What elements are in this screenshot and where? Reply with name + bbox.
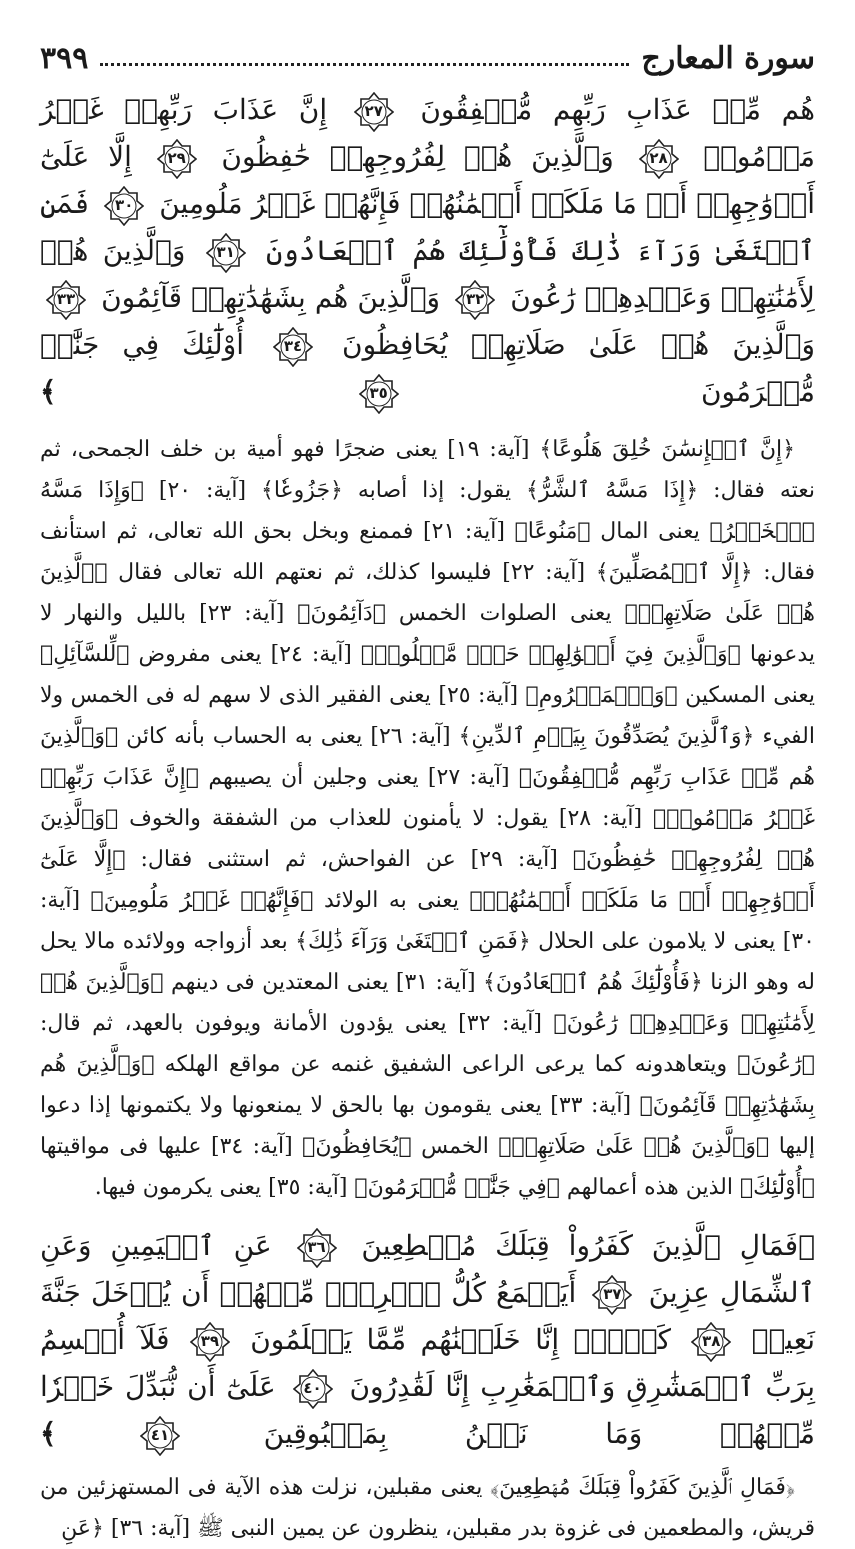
book-page bbox=[40, 28, 815, 1549]
verse-text: أَيَطۡمَعُ كُلُّ ٱمۡرِيٕٖ مِّنۡهُمۡ أَن يُدۡخَلَ جَنَّةَ نَعِيمٖ bbox=[40, 1276, 816, 1356]
verse-text: ﴿فَمَالِ ٱلَّذِينَ كَفَرُواْ قِبَلَكَ مُهۡطِعِينَ bbox=[361, 1229, 815, 1262]
ayah-number-marker: ٣٧ bbox=[592, 1275, 632, 1315]
ayah-number-marker: ٣١ bbox=[206, 233, 246, 273]
quran-verses-block-2 bbox=[40, 1222, 815, 1457]
surah-title: سورة المعارج bbox=[641, 41, 815, 76]
ayah-number-marker: ٢٩ bbox=[157, 139, 197, 179]
verse-text: عَنِ ٱلۡيَمِينِ وَعَنِ ٱلشِّمَالِ عِزِينَ bbox=[40, 1229, 815, 1309]
verse-text: عَلَىٰٓ أَن نُّبَدِّلَ خَيۡرٗا مِّنۡهُمۡ وَمَا نَحۡنُ بِمَسۡبُوقِينَ bbox=[40, 1370, 816, 1450]
closing-brace-ornament: ﴾ bbox=[40, 375, 57, 408]
ayah-number-marker: ٣٢ bbox=[455, 280, 495, 320]
verse-text: هُم مِّنۡ عَذَابِ رَبِّهِم مُّشۡفِقُونَ bbox=[420, 93, 816, 126]
header-dotted-leader bbox=[100, 63, 629, 66]
page-number: ٣٩٩ bbox=[40, 41, 89, 76]
tafsir-commentary-1 bbox=[40, 429, 815, 1208]
closing-brace-ornament: ﴾ bbox=[40, 1417, 57, 1450]
verse-text: وَٱلَّذِينَ هُمۡ لِفُرُوجِهِمۡ حَٰفِظُونَ bbox=[221, 140, 614, 173]
verse-text: إِلَّا عَلَىٰٓ أَزۡوَٰجِهِمۡ أَوۡ مَا مَلَكَتۡ أَيۡمَٰنُهُمۡ فَإِنَّهُمۡ غَيۡرُ مَلُومِينَ bbox=[40, 140, 815, 220]
ayah-number-marker: ٣٣ bbox=[46, 280, 86, 320]
verse-text: وَٱلَّذِينَ هُم بِشَهَٰدَٰتِهِمۡ قَآئِمُونَ bbox=[101, 281, 441, 314]
quran-verses-block bbox=[40, 86, 815, 415]
verse-text: فَمَنِ ٱبۡتَغَىٰ وَرَآءَ ذَٰلِكَ فَأُوْلَٰٓئِكَ هُمُ ٱلۡعَادُونَ bbox=[40, 187, 815, 267]
verse-text: إِنَّ عَذَابَ رَبِّهِمۡ غَيۡرُ مَأۡمُونٖ bbox=[40, 93, 815, 173]
verse-text: وَٱلَّذِينَ هُمۡ عَلَىٰ صَلَاتِهِمۡ يُحَافِظُونَ bbox=[342, 328, 815, 361]
verse-text: وَٱلَّذِينَ هُمۡ لِأَمَٰنَٰتِهِمۡ وَعَهۡدِهِمۡ رَٰعُونَ bbox=[40, 234, 816, 314]
ayah-number-marker: ٣٩ bbox=[190, 1322, 230, 1362]
ayah-number-marker: ٣٥ bbox=[359, 374, 399, 414]
verse-text: فَلَآ أُقۡسِمُ بِرَبِّ ٱلۡمَشَٰرِقِ وَٱلۡمَغَٰرِبِ إِنَّا لَقَٰدِرُونَ bbox=[40, 1323, 815, 1403]
ayah-number-marker: ٤١ bbox=[140, 1416, 180, 1456]
ayah-number-marker: ٣٠ bbox=[104, 186, 144, 226]
page-header bbox=[40, 28, 815, 74]
ayah-number-marker: ٢٨ bbox=[639, 139, 679, 179]
ayah-number-marker: ٣٦ bbox=[297, 1228, 337, 1268]
ayah-number-marker: ٣٤ bbox=[273, 327, 313, 367]
commentary-paragraph: ﴿فَمَالِ ٱلَّذِينَ كَفَرُواْ قِبَلَكَ مُهۡطِعِينَ﴾ يعنى مقبلين، نزلت هذه الآية فى المستهزئين من قريش، والمطعمين فى غزوة بدر مقبلين، ينظرون عن يمين النبى ﷺ [آية: ٣٦] ﴿عَنِ bbox=[40, 1475, 815, 1541]
ayah-number-marker: ٤٠ bbox=[293, 1369, 333, 1409]
verse-text: أُوْلَٰٓئِكَ فِي جَنَّٰتٖ مُّكۡرَمُونَ bbox=[40, 328, 816, 408]
commentary-paragraph: ﴿إِنَّ ٱلۡإِنسَٰنَ خُلِقَ هَلُوعًا﴾ [آية: ١٩] يعنى ضجرًا فهو أمية بن خلف الجمحى، ثم نعته فقال: ﴿إِذَا مَسَّهُ ٱلشَّرُّ﴾ يقول: إذا أصابه ﴿جَزُوعٗا﴾ [آية: ٢٠] ﴿وَإِذَا مَسَّهُ ٱلۡخَيۡرُ﴾ يعنى المال ﴿مَنُوعًا﴾ [آية: ٢١] فممنع وبخل بحق الله تعالى، ثم استأنف فقال: ﴿إِلَّا ٱلۡمُصَلِّينَ﴾ [آية: ٢٢] فليسوا كذلك، ثم نعتهم الله تعالى فقال ﴿ٱلَّذِينَ هُمۡ عَلَىٰ صَلَاتِهِمۡ﴾ يعنى الصلوات الخمس ﴿دَآئِمُونَ﴾ [آية: ٢٣] بالليل والنهار لا يدعونها ﴿وَٱلَّذِينَ فِيٓ أَمۡوَٰلِهِمۡ حَقّٞ مَّعۡلُومٞ﴾ [آية: ٢٤] يعنى مفروض ﴿لِّلسَّآئِلِ﴾ يعنى المسكين ﴿وَٱلۡمَحۡرُومِ﴾ [آية: ٢٥] يعنى الفقير الذى لا سهم له فى الخمس ولا الفيء ﴿وَٱلَّذِينَ يُصَدِّقُونَ بِيَوۡمِ ٱلدِّينِ﴾ [آية: ٢٦] يعنى به الحساب بأنه كائن ﴿وَٱلَّذِينَ هُم مِّنۡ عَذَابِ رَبِّهِم مُّشۡفِقُونَ﴾ [آية: ٢٧] يعنى وجلين أن يصيبهم ﴿إِنَّ عَذَابَ رَبِّهِمۡ غَيۡرُ مَأۡمُونٖ﴾ [آية: ٢٨] يقول: لا يأمنون للعذاب من الشفقة والخوف ﴿وَٱلَّذِينَ هُمۡ لِفُرُوجِهِمۡ حَٰفِظُونَ﴾ [آية: ٢٩] عن الفواحش، ثم استثنى فقال: ﴿إِلَّا عَلَىٰٓ أَزۡوَٰجِهِمۡ أَوۡ مَا مَلَكَتۡ أَيۡمَٰنُهُمۡ﴾ يعنى به الولائد ﴿فَإِنَّهُمۡ غَيۡرُ مَلُومِينَ﴾ [آية: ٣٠] يعنى لا يلامون على الحلال ﴿فَمَنِ ٱبۡتَغَىٰ وَرَآءَ ذَٰلِكَ﴾ بعد أزواجه وولائده مالا يحل له وهو الزنا ﴿فَأُوْلَٰٓئِكَ هُمُ ٱلۡعَادُونَ﴾ [آية: ٣١] يعنى المعتدين فى دينهم ﴿وَٱلَّذِينَ هُمۡ لِأَمَٰنَٰتِهِمۡ وَعَهۡدِهِمۡ رَٰعُونَ﴾ [آية: ٣٢] يعنى يؤدون الأمانة ويوفون بالعهد، ثم قال: ﴿رَٰعُونَ﴾ ويتعاهدونه كما يرعى الراعى الشفيق غنمه عن مواقع الهلكه ﴿وَٱلَّذِينَ هُم بِشَهَٰدَٰتِهِمۡ قَآئِمُونَ﴾ [آية: ٣٣] يعنى يقومون بها بالحق لا يمنعونها ولا يكتمونها إذا دعوا إليها ﴿وَٱلَّذِينَ هُمۡ عَلَىٰ صَلَاتِهِمۡ﴾ الخمس ﴿يُحَافِظُونَ﴾ [آية: ٣٤] عليها فى مواقيتها ﴿أُوْلَٰٓئِكَ﴾ الذين هذه أعمالهم ﴿فِي جَنَّٰتٖ مُّكۡرَمُونَ﴾ [آية: ٣٥] يعنى يكرمون فيها. bbox=[40, 437, 816, 1200]
tafsir-commentary-2 bbox=[40, 1467, 815, 1549]
ayah-number-marker: ٢٧ bbox=[354, 92, 394, 132]
verse-text: كَلَّآۖ إِنَّا خَلَقۡنَٰهُم مِّمَّا يَعۡلَمُونَ bbox=[250, 1323, 671, 1356]
ayah-number-marker: ٣٨ bbox=[691, 1322, 731, 1362]
